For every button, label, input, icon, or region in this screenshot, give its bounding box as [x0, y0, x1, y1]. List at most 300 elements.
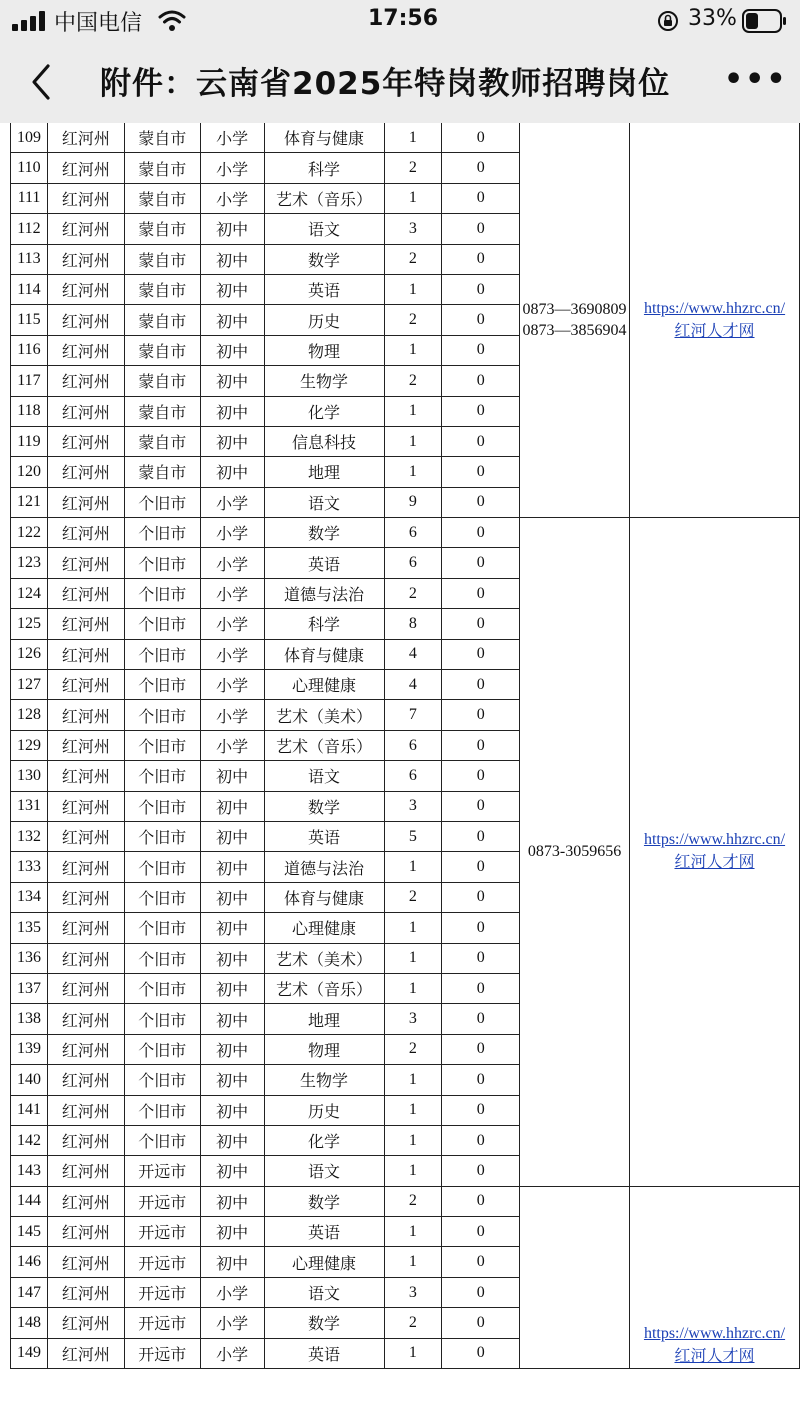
row-number-cell: 137 — [11, 973, 48, 1003]
county-cell: 个旧市 — [124, 1004, 200, 1034]
website-name-link[interactable]: 红河人才网 — [674, 1346, 755, 1366]
subject-cell: 英语 — [264, 548, 384, 578]
row-number-cell: 136 — [11, 943, 48, 973]
openings-cell: 1 — [384, 396, 442, 426]
openings-cell: 8 — [384, 609, 442, 639]
openings-cell: 1 — [384, 1247, 442, 1277]
county-cell: 开远市 — [124, 1186, 200, 1216]
positions-table — [10, 123, 800, 1369]
school-level-cell: 初中 — [200, 305, 264, 335]
prefecture-cell: 红河州 — [47, 1095, 124, 1125]
subject-cell: 信息科技 — [264, 426, 384, 456]
school-level-cell: 初中 — [200, 1186, 264, 1216]
row-number-cell: 134 — [11, 882, 48, 912]
row-number-cell: 146 — [11, 1247, 48, 1277]
count-cell: 0 — [442, 1186, 520, 1216]
count-cell: 0 — [442, 730, 520, 760]
row-number-cell: 131 — [11, 791, 48, 821]
county-cell: 开远市 — [124, 1308, 200, 1338]
status-bar — [0, 0, 800, 42]
count-cell: 0 — [442, 1065, 520, 1095]
school-level-cell: 小学 — [200, 487, 264, 517]
count-cell: 0 — [442, 852, 520, 882]
clock: 17:56 — [368, 6, 439, 31]
school-level-cell: 小学 — [200, 518, 264, 548]
school-level-cell: 小学 — [200, 1338, 264, 1368]
subject-cell: 体育与健康 — [264, 882, 384, 912]
prefecture-cell: 红河州 — [47, 943, 124, 973]
school-level-cell: 小学 — [200, 153, 264, 183]
page-title: 附件：云南省2025年特岗教师招聘岗位 — [100, 66, 671, 102]
subject-cell: 心理健康 — [264, 1247, 384, 1277]
website-name-link[interactable]: 红河人才网 — [674, 320, 755, 340]
row-number-cell: 127 — [11, 670, 48, 700]
subject-cell: 心理健康 — [264, 913, 384, 943]
school-level-cell: 初中 — [200, 274, 264, 304]
subject-cell: 地理 — [264, 457, 384, 487]
count-cell: 0 — [442, 913, 520, 943]
document-view[interactable] — [0, 123, 800, 1422]
row-number-cell: 141 — [11, 1095, 48, 1125]
school-level-cell: 初中 — [200, 426, 264, 456]
subject-cell: 数学 — [264, 244, 384, 274]
website-url-link[interactable]: https://www.hhzrc.cn/ — [643, 831, 786, 849]
website-url-link[interactable]: https://www.hhzrc.cn/ — [643, 1325, 786, 1343]
openings-cell: 1 — [384, 457, 442, 487]
count-cell: 0 — [442, 670, 520, 700]
contact-phone: 0873-3059656 — [527, 843, 622, 861]
prefecture-cell: 红河州 — [47, 882, 124, 912]
subject-cell: 道德与法治 — [264, 578, 384, 608]
count-cell: 0 — [442, 1308, 520, 1338]
county-cell: 蒙自市 — [124, 244, 200, 274]
subject-cell: 艺术（音乐） — [264, 183, 384, 213]
count-cell: 0 — [442, 274, 520, 304]
prefecture-cell: 红河州 — [47, 305, 124, 335]
count-cell: 0 — [442, 335, 520, 365]
county-cell: 个旧市 — [124, 1095, 200, 1125]
school-level-cell: 初中 — [200, 821, 264, 851]
prefecture-cell: 红河州 — [47, 730, 124, 760]
school-level-cell: 初中 — [200, 1247, 264, 1277]
school-level-cell: 初中 — [200, 943, 264, 973]
count-cell: 0 — [442, 973, 520, 1003]
prefecture-cell: 红河州 — [47, 183, 124, 213]
row-number-cell: 125 — [11, 609, 48, 639]
school-level-cell: 小学 — [200, 670, 264, 700]
subject-cell: 英语 — [264, 274, 384, 304]
county-cell: 个旧市 — [124, 882, 200, 912]
county-cell: 个旧市 — [124, 913, 200, 943]
row-number-cell: 132 — [11, 821, 48, 851]
row-number-cell: 114 — [11, 274, 48, 304]
row-number-cell: 120 — [11, 457, 48, 487]
subject-cell: 英语 — [264, 1338, 384, 1368]
chevron-left-icon[interactable] — [26, 60, 66, 104]
subject-cell: 数学 — [264, 1308, 384, 1338]
school-level-cell: 初中 — [200, 457, 264, 487]
openings-cell: 6 — [384, 548, 442, 578]
count-cell: 0 — [442, 244, 520, 274]
openings-cell: 3 — [384, 1004, 442, 1034]
prefecture-cell: 红河州 — [47, 1247, 124, 1277]
row-number-cell: 142 — [11, 1125, 48, 1155]
contact-phone: 0873—3690809 — [522, 301, 627, 319]
website-name-link[interactable]: 红河人才网 — [674, 852, 755, 872]
subject-cell: 数学 — [264, 791, 384, 821]
subject-cell: 历史 — [264, 1095, 384, 1125]
count-cell: 0 — [442, 700, 520, 730]
prefecture-cell: 红河州 — [47, 518, 124, 548]
contact-phone-cell — [520, 518, 630, 1187]
openings-cell: 1 — [384, 973, 442, 1003]
count-cell: 0 — [442, 578, 520, 608]
count-cell: 0 — [442, 761, 520, 791]
school-level-cell: 初中 — [200, 1156, 264, 1186]
prefecture-cell: 红河州 — [47, 457, 124, 487]
school-level-cell: 初中 — [200, 1065, 264, 1095]
openings-cell: 1 — [384, 1065, 442, 1095]
row-number-cell: 110 — [11, 153, 48, 183]
prefecture-cell: 红河州 — [47, 1004, 124, 1034]
openings-cell: 2 — [384, 1308, 442, 1338]
prefecture-cell: 红河州 — [47, 1277, 124, 1307]
county-cell: 个旧市 — [124, 973, 200, 1003]
openings-cell: 7 — [384, 700, 442, 730]
count-cell: 0 — [442, 366, 520, 396]
contact-phone-cell — [520, 1186, 630, 1368]
school-level-cell: 初中 — [200, 244, 264, 274]
prefecture-cell: 红河州 — [47, 396, 124, 426]
subject-cell: 体育与健康 — [264, 123, 384, 153]
subject-cell: 地理 — [264, 1004, 384, 1034]
prefecture-cell: 红河州 — [47, 274, 124, 304]
row-number-cell: 130 — [11, 761, 48, 791]
subject-cell: 物理 — [264, 335, 384, 365]
prefecture-cell: 红河州 — [47, 1125, 124, 1155]
prefecture-cell: 红河州 — [47, 1065, 124, 1095]
county-cell: 蒙自市 — [124, 183, 200, 213]
prefecture-cell: 红河州 — [47, 244, 124, 274]
prefecture-cell: 红河州 — [47, 609, 124, 639]
row-number-cell: 149 — [11, 1338, 48, 1368]
county-cell: 个旧市 — [124, 1034, 200, 1064]
county-cell: 个旧市 — [124, 791, 200, 821]
county-cell: 开远市 — [124, 1217, 200, 1247]
wifi-icon — [158, 10, 186, 32]
prefecture-cell: 红河州 — [47, 366, 124, 396]
openings-cell: 1 — [384, 274, 442, 304]
prefecture-cell: 红河州 — [47, 821, 124, 851]
school-level-cell: 初中 — [200, 366, 264, 396]
county-cell: 蒙自市 — [124, 153, 200, 183]
prefecture-cell: 红河州 — [47, 670, 124, 700]
school-level-cell: 小学 — [200, 700, 264, 730]
openings-cell: 6 — [384, 730, 442, 760]
openings-cell: 1 — [384, 943, 442, 973]
county-cell: 个旧市 — [124, 761, 200, 791]
school-level-cell: 初中 — [200, 396, 264, 426]
prefecture-cell: 红河州 — [47, 761, 124, 791]
count-cell: 0 — [442, 1247, 520, 1277]
school-level-cell: 小学 — [200, 1308, 264, 1338]
county-cell: 开远市 — [124, 1247, 200, 1277]
subject-cell: 科学 — [264, 609, 384, 639]
openings-cell: 1 — [384, 426, 442, 456]
county-cell: 个旧市 — [124, 943, 200, 973]
county-cell: 个旧市 — [124, 548, 200, 578]
county-cell: 个旧市 — [124, 821, 200, 851]
orientation-lock-icon — [657, 10, 679, 32]
row-number-cell: 109 — [11, 123, 48, 153]
school-level-cell: 初中 — [200, 335, 264, 365]
openings-cell: 1 — [384, 1125, 442, 1155]
school-level-cell: 小学 — [200, 548, 264, 578]
table-row — [11, 123, 800, 153]
county-cell: 个旧市 — [124, 670, 200, 700]
count-cell: 0 — [442, 548, 520, 578]
openings-cell: 4 — [384, 670, 442, 700]
contact-phone: 0873—3856904 — [522, 322, 627, 340]
prefecture-cell: 红河州 — [47, 335, 124, 365]
county-cell: 蒙自市 — [124, 274, 200, 304]
count-cell: 0 — [442, 214, 520, 244]
county-cell: 开远市 — [124, 1156, 200, 1186]
county-cell: 个旧市 — [124, 487, 200, 517]
table-row — [11, 518, 800, 548]
openings-cell: 2 — [384, 1186, 442, 1216]
county-cell: 个旧市 — [124, 1065, 200, 1095]
signal-icon — [12, 11, 48, 31]
prefecture-cell: 红河州 — [47, 913, 124, 943]
school-level-cell: 初中 — [200, 913, 264, 943]
county-cell: 个旧市 — [124, 1125, 200, 1155]
battery-icon — [742, 9, 788, 33]
website-cell — [630, 518, 800, 1187]
subject-cell: 英语 — [264, 821, 384, 851]
count-cell: 0 — [442, 153, 520, 183]
county-cell: 蒙自市 — [124, 366, 200, 396]
subject-cell: 化学 — [264, 1125, 384, 1155]
openings-cell: 6 — [384, 518, 442, 548]
school-level-cell: 小学 — [200, 609, 264, 639]
county-cell: 个旧市 — [124, 518, 200, 548]
count-cell: 0 — [442, 791, 520, 821]
county-cell: 个旧市 — [124, 730, 200, 760]
row-number-cell: 122 — [11, 518, 48, 548]
prefecture-cell: 红河州 — [47, 548, 124, 578]
school-level-cell: 初中 — [200, 1034, 264, 1064]
prefecture-cell: 红河州 — [47, 639, 124, 669]
battery-percent: 33% — [688, 6, 737, 31]
row-number-cell: 143 — [11, 1156, 48, 1186]
count-cell: 0 — [442, 1277, 520, 1307]
openings-cell: 2 — [384, 578, 442, 608]
subject-cell: 语文 — [264, 1156, 384, 1186]
carrier-label: 中国电信 — [54, 11, 143, 36]
openings-cell: 3 — [384, 791, 442, 821]
school-level-cell: 初中 — [200, 1004, 264, 1034]
more-icon[interactable]: ••• — [724, 62, 788, 97]
openings-cell: 1 — [384, 335, 442, 365]
count-cell: 0 — [442, 518, 520, 548]
prefecture-cell: 红河州 — [47, 1186, 124, 1216]
school-level-cell: 初中 — [200, 1217, 264, 1247]
count-cell: 0 — [442, 487, 520, 517]
county-cell: 蒙自市 — [124, 426, 200, 456]
count-cell: 0 — [442, 821, 520, 851]
row-number-cell: 135 — [11, 913, 48, 943]
school-level-cell: 初中 — [200, 1125, 264, 1155]
contact-phone-cell — [520, 123, 630, 518]
county-cell: 蒙自市 — [124, 457, 200, 487]
openings-cell: 2 — [384, 153, 442, 183]
count-cell: 0 — [442, 943, 520, 973]
row-number-cell: 124 — [11, 578, 48, 608]
count-cell: 0 — [442, 1095, 520, 1125]
subject-cell: 数学 — [264, 518, 384, 548]
school-level-cell: 小学 — [200, 578, 264, 608]
count-cell: 0 — [442, 1338, 520, 1368]
count-cell: 0 — [442, 639, 520, 669]
county-cell: 蒙自市 — [124, 335, 200, 365]
row-number-cell: 148 — [11, 1308, 48, 1338]
subject-cell: 道德与法治 — [264, 852, 384, 882]
subject-cell: 体育与健康 — [264, 639, 384, 669]
row-number-cell: 133 — [11, 852, 48, 882]
prefecture-cell: 红河州 — [47, 1034, 124, 1064]
school-level-cell: 小学 — [200, 1277, 264, 1307]
prefecture-cell: 红河州 — [47, 214, 124, 244]
openings-cell: 1 — [384, 1217, 442, 1247]
subject-cell: 艺术（音乐） — [264, 730, 384, 760]
website-cell — [630, 123, 800, 518]
openings-cell: 6 — [384, 761, 442, 791]
row-number-cell: 113 — [11, 244, 48, 274]
row-number-cell: 129 — [11, 730, 48, 760]
openings-cell: 1 — [384, 1095, 442, 1125]
prefecture-cell: 红河州 — [47, 487, 124, 517]
county-cell: 个旧市 — [124, 609, 200, 639]
website-url-link[interactable]: https://www.hhzrc.cn/ — [643, 299, 786, 317]
count-cell: 0 — [442, 1125, 520, 1155]
count-cell: 0 — [442, 882, 520, 912]
row-number-cell: 117 — [11, 366, 48, 396]
prefecture-cell: 红河州 — [47, 1156, 124, 1186]
subject-cell: 生物学 — [264, 1065, 384, 1095]
prefecture-cell: 红河州 — [47, 123, 124, 153]
subject-cell: 艺术（美术） — [264, 700, 384, 730]
county-cell: 开远市 — [124, 1338, 200, 1368]
count-cell: 0 — [442, 1217, 520, 1247]
subject-cell: 物理 — [264, 1034, 384, 1064]
prefecture-cell: 红河州 — [47, 973, 124, 1003]
row-number-cell: 118 — [11, 396, 48, 426]
count-cell: 0 — [442, 457, 520, 487]
subject-cell: 生物学 — [264, 366, 384, 396]
school-level-cell: 小学 — [200, 123, 264, 153]
navigation-bar — [0, 42, 800, 123]
openings-cell: 1 — [384, 1156, 442, 1186]
prefecture-cell: 红河州 — [47, 153, 124, 183]
subject-cell: 科学 — [264, 153, 384, 183]
openings-cell: 1 — [384, 1338, 442, 1368]
count-cell: 0 — [442, 183, 520, 213]
row-number-cell: 126 — [11, 639, 48, 669]
row-number-cell: 139 — [11, 1034, 48, 1064]
school-level-cell: 初中 — [200, 791, 264, 821]
subject-cell: 英语 — [264, 1217, 384, 1247]
count-cell: 0 — [442, 305, 520, 335]
school-level-cell: 初中 — [200, 973, 264, 1003]
website-cell — [630, 1186, 800, 1368]
subject-cell: 语文 — [264, 487, 384, 517]
openings-cell: 1 — [384, 183, 442, 213]
row-number-cell: 119 — [11, 426, 48, 456]
count-cell: 0 — [442, 609, 520, 639]
row-number-cell: 123 — [11, 548, 48, 578]
subject-cell: 语文 — [264, 1277, 384, 1307]
prefecture-cell: 红河州 — [47, 1338, 124, 1368]
prefecture-cell: 红河州 — [47, 791, 124, 821]
prefecture-cell: 红河州 — [47, 1308, 124, 1338]
prefecture-cell: 红河州 — [47, 1217, 124, 1247]
subject-cell: 心理健康 — [264, 670, 384, 700]
subject-cell: 语文 — [264, 761, 384, 791]
county-cell: 个旧市 — [124, 852, 200, 882]
openings-cell: 3 — [384, 214, 442, 244]
row-number-cell: 147 — [11, 1277, 48, 1307]
county-cell: 开远市 — [124, 1277, 200, 1307]
county-cell: 个旧市 — [124, 639, 200, 669]
openings-cell: 2 — [384, 366, 442, 396]
county-cell: 蒙自市 — [124, 123, 200, 153]
openings-cell: 5 — [384, 821, 442, 851]
openings-cell: 2 — [384, 244, 442, 274]
row-number-cell: 145 — [11, 1217, 48, 1247]
prefecture-cell: 红河州 — [47, 700, 124, 730]
county-cell: 个旧市 — [124, 700, 200, 730]
county-cell: 蒙自市 — [124, 214, 200, 244]
openings-cell: 2 — [384, 882, 442, 912]
count-cell: 0 — [442, 426, 520, 456]
row-number-cell: 112 — [11, 214, 48, 244]
county-cell: 个旧市 — [124, 578, 200, 608]
county-cell: 蒙自市 — [124, 305, 200, 335]
row-number-cell: 111 — [11, 183, 48, 213]
table-row — [11, 1186, 800, 1216]
count-cell: 0 — [442, 1156, 520, 1186]
school-level-cell: 初中 — [200, 882, 264, 912]
openings-cell: 2 — [384, 1034, 442, 1064]
prefecture-cell: 红河州 — [47, 852, 124, 882]
count-cell: 0 — [442, 396, 520, 426]
count-cell: 0 — [442, 1004, 520, 1034]
subject-cell: 历史 — [264, 305, 384, 335]
row-number-cell: 115 — [11, 305, 48, 335]
openings-cell: 2 — [384, 305, 442, 335]
school-level-cell: 小学 — [200, 183, 264, 213]
openings-cell: 1 — [384, 123, 442, 153]
school-level-cell: 小学 — [200, 730, 264, 760]
count-cell: 0 — [442, 123, 520, 153]
row-number-cell: 128 — [11, 700, 48, 730]
row-number-cell: 138 — [11, 1004, 48, 1034]
openings-cell: 3 — [384, 1277, 442, 1307]
county-cell: 蒙自市 — [124, 396, 200, 426]
row-number-cell: 144 — [11, 1186, 48, 1216]
subject-cell: 语文 — [264, 214, 384, 244]
